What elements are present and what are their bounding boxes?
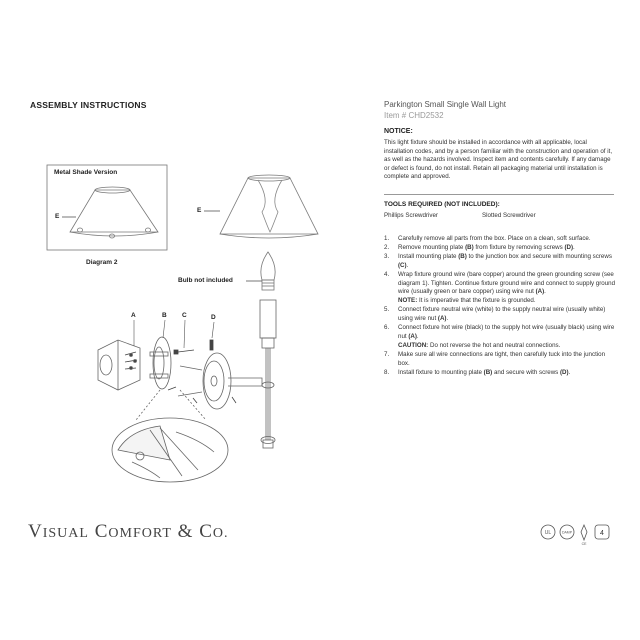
step-number: 1.	[384, 235, 390, 242]
instruction-note	[384, 297, 616, 306]
step-text: Carefully remove all parts from the box. Place on a clean, soft surface.	[398, 235, 591, 242]
mounting-plate-drawing	[150, 337, 171, 389]
bold-text: (C)	[398, 261, 407, 269]
step-text: Connect fixture hot wire (black) to the supply hot wire (usually black) using wire nut	[398, 324, 615, 340]
bulb-drawing	[246, 252, 275, 290]
bold-text: (B)	[465, 243, 474, 251]
step-number: 2.	[384, 243, 390, 251]
bold-text: NOTE:	[398, 297, 418, 305]
step-text: and secure with screws	[492, 368, 560, 376]
diagram-2-label: Diagram 2	[86, 259, 118, 266]
instruction-step	[384, 306, 616, 324]
step-text: .	[568, 368, 571, 376]
item-number: Item # CHD2532	[384, 111, 444, 120]
step-text: Remove mounting plate	[398, 243, 466, 251]
bold-text: (A)	[535, 288, 545, 296]
fixture-body-drawing	[228, 300, 276, 448]
step-text: It is imperative that the fixture is grounded.	[417, 297, 536, 305]
instruction-step	[384, 369, 616, 378]
bulb-label: Bulb not included	[178, 277, 233, 284]
junction-box-drawing	[98, 340, 140, 390]
label-b: B	[162, 312, 167, 319]
brand-logo: VISUAL COMFORT & CO.	[28, 521, 229, 542]
bold-text: CAUTION:	[398, 341, 429, 349]
instruction-note	[384, 342, 616, 351]
step-number: 8.	[384, 368, 390, 376]
ul-badge-icon	[541, 525, 555, 539]
bold-text: (A)	[408, 332, 417, 340]
bold-text: (B)	[458, 252, 467, 260]
step-text: .	[446, 315, 449, 323]
damp-badge-text: DAMP	[561, 530, 573, 535]
page-number-box	[595, 525, 609, 539]
step-text: from fixture by removing screws	[473, 243, 565, 251]
instruction-step	[384, 271, 616, 298]
section-divider	[384, 194, 614, 195]
step-text: Wrap fixture ground wire (bare copper) around the green grounding screw (see diagram 1). Tighten. Continue fixture ground wire and connect to supply ground wire (usually green or bare copper) using wire nut	[398, 270, 616, 296]
metal-shade-drawing	[62, 187, 158, 238]
product-title: Parkington Small Single Wall Light	[384, 100, 506, 109]
certification-badges	[540, 522, 620, 546]
step-text: Install mounting plate	[398, 252, 459, 260]
step-number: 3.	[384, 252, 390, 260]
step-text: to the junction box and secure with mounting screws	[466, 252, 612, 260]
step-number: 6.	[384, 324, 390, 332]
step-text: Make sure all wire connections are tight, then carefully tuck into the junction box.	[398, 350, 606, 367]
tool-item: Phillips Screwdriver	[384, 212, 438, 219]
ul-badge-text: UL	[544, 530, 552, 536]
instruction-step	[384, 351, 616, 369]
step-text: Connect fixture neutral wire (white) to the supply neutral wire (usually white) using wire nut	[398, 306, 606, 323]
backplate-drawing	[178, 353, 231, 409]
step-text: Install fixture to mounting plate	[398, 368, 484, 376]
notice-heading: NOTICE:	[384, 128, 413, 135]
step-text: .	[416, 332, 419, 340]
step-text: Do not reverse the hot and neutral connections.	[428, 341, 561, 349]
notice-text: This light fixture should be installed in accordance with all applicable, local installation codes, and by a person familiar with the construction and operation of it, as well as the hazards involved. Inspect item and contents carefully. If any damage or defect is found, do not install. Retain all packaging material until installation is complete and approved.	[384, 139, 613, 180]
step-number: 5.	[384, 306, 390, 314]
instruction-step	[384, 235, 616, 244]
label-d: D	[211, 314, 216, 321]
ce-badge-text: CE	[581, 542, 587, 546]
label-e-metal: E	[55, 213, 60, 220]
step-text: .	[544, 288, 546, 296]
tools-heading: TOOLS REQUIRED (NOT INCLUDED):	[384, 201, 500, 208]
instruction-steps	[384, 235, 616, 378]
damp-badge-icon	[560, 525, 574, 539]
bold-text: (D)	[564, 243, 574, 251]
ce-badge-icon	[581, 525, 587, 546]
step-text: .	[406, 261, 409, 269]
bold-text: (B)	[483, 368, 493, 376]
label-leaders	[134, 320, 214, 348]
label-e-fabric: E	[197, 207, 202, 214]
instruction-step	[384, 324, 616, 342]
bold-text: (D)	[559, 368, 569, 376]
instruction-step	[384, 253, 616, 271]
step-text: .	[573, 243, 575, 251]
instruction-step	[384, 244, 616, 253]
step-number: 4.	[384, 270, 390, 278]
page-number: 4	[600, 530, 604, 537]
fabric-shade-drawing	[204, 175, 318, 238]
label-c: C	[182, 312, 187, 319]
screws-drawing	[168, 340, 236, 403]
assembly-diagram	[0, 0, 380, 520]
assembly-heading: ASSEMBLY INSTRUCTIONS	[30, 100, 147, 110]
step-number: 7.	[384, 350, 390, 358]
metal-shade-box	[47, 165, 167, 250]
label-a: A	[131, 312, 136, 319]
tool-item: Slotted Screwdriver	[482, 212, 536, 219]
bold-text: (A)	[437, 315, 447, 323]
detail-circle-drawing	[112, 390, 228, 482]
metal-shade-label: Metal Shade Version	[54, 169, 118, 176]
